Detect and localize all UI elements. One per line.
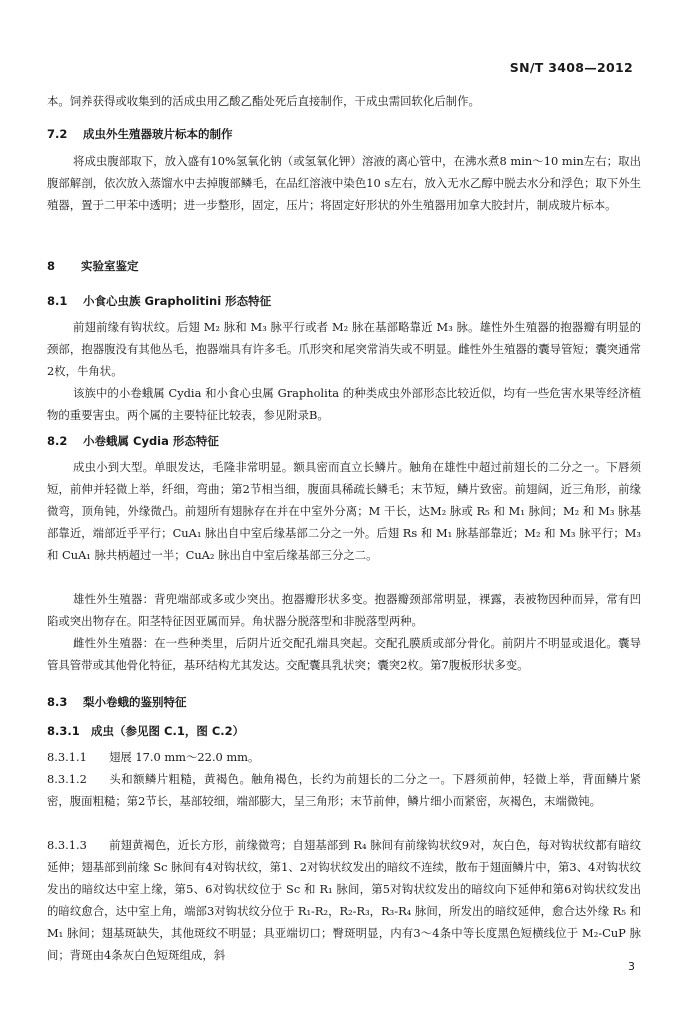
section-title: 实验室鉴定 [81,259,139,273]
clause-text: 翅展 17.0 mm～22.0 mm。 [109,750,260,764]
clause-number: 8.3.1.3 [47,838,87,852]
section-title: 小食心虫族 Grapholitini 形态特征 [83,294,272,308]
section-title: 梨小卷蛾的鉴别特征 [83,695,187,709]
section-8-heading [47,257,139,275]
section-title: 小卷蛾属 Cydia 形态特征 [83,434,219,448]
clause-number: 8.3.1.2 [47,772,87,786]
section-8-2-heading [47,432,219,450]
section-8-3-heading [47,693,187,711]
section-8-2-paragraph-3: 雌性外生殖器：在一些种类里，后阴片近交配孔端具突起。交配孔膜质或部分骨化。前阴片不明显或退化。囊导管具管带或其他骨化特征，基环结构尤其发达。交配囊具乳状突；囊突2枚。第7腹板形状多变。 [47,636,641,672]
clause-text: 头和额鳞片粗糙，黄褐色。触角褐色，长约为前翅长的二分之一。下唇须前伸，轻微上举，背面鳞片紧密，腹面粗糙；第2节长，基部较细，端部膨大，呈三角形；末节前伸，鳞片细小而紧密，灰褐色，末端微钝。 [47,772,641,808]
section-8-3-1-1 [47,746,641,768]
section-number: 7.2 [47,127,68,141]
section-8-1-heading [47,292,271,310]
section-number: 8.3 [47,695,68,709]
section-number: 8 [47,259,56,273]
section-number: 8.3.1 [47,724,80,738]
section-title: 成虫外生殖器玻片标本的制作 [83,127,233,141]
section-8-3-1-2 [47,768,641,812]
intro-fragment: 本。饲养获得或收集到的活成虫用乙酸乙酯处死后直接制作，干成虫需回软化后制作。 [47,94,480,108]
clause-number: 8.3.1.1 [47,750,87,764]
section-title: 成虫（参见图 C.1，图 C.2） [91,724,245,738]
section-8-2-paragraph-1: 成虫小到大型。单眼发达，毛隆非常明显。额具密而直立长鳞片。触角在雄性中超过前翅长的二分之一。下唇须短，前伸并轻微上举，纤细，弯曲；第2节相当细，腹面具稀疏长鳞毛；末节短，鳞片致密。前翅阔，近三角形，前缘微弯，顶角钝，外缘微凸。前翅所有翅脉存在并在中室外分离；M 干长，达M₂ 脉或 R₅ 和 M₁ 脉间；M₂ 和 M₃ 脉基部靠近，端部近乎平行；CuA₁ 脉出自中室后缘基部二分之一外。后翅 Rs 和 M₁ 脉基部靠近；M₂ 和 M₃ 脉平行；M₃ 和 CuA₁ 脉共柄超过一半；CuA₂ 脉出自中室后缘基部三分之二。 [47,460,641,562]
clause-text: 前翅黄褐色，近长方形，前缘微弯；自翅基部到 R₄ 脉间有前缘钩状纹9对，灰白色，每对钩状纹都有暗纹延伸；翅基部到前缘 Sc 脉间有4对钩状纹，第1、2对钩状纹发出的暗纹不连续，散布于翅面鳞片中，第3、4对钩状纹发出的暗纹达中室上缘，第5、6对钩状纹位于 Sc 和 R₁ 脉间，第5对钩状纹发出的暗纹向下延伸和第6对钩状纹发出的暗纹愈合，达中室上角，端部3对钩状纹分位于 R₁-R₂，R₂-R₃，R₃-R₄ 脉间，所发出的暗纹延伸，愈合达外缘 R₅ 和 M₁ 脉间；翅基斑缺失，其他斑纹不明显；具亚端切口；臀斑明显，内有3～4条中等长度黑色短横线位于 M₂-CuP 脉间；背斑由4条灰白色短斑组成，斜 [47,838,641,962]
section-8-1-paragraph-2: 该族中的小卷蛾属 Cydia 和小食心虫属 Grapholita 的种类成虫外部形态比较近似，均有一些危害水果等经济植物的重要害虫。两个属的主要特征比较表，参见附录B。 [47,386,641,422]
section-7-2-heading [47,125,233,143]
section-8-2-paragraph-2: 雄性外生殖器：背兜端部或多或少突出。抱器瓣形状多变。抱器瓣颈部常明显，裸露，表被物因种而异，常有凹陷或突出物存在。阳茎特征因亚属而异。角状器分脱落型和非脱落型两种。 [47,592,641,628]
section-number: 8.1 [47,294,68,308]
page-number: 3 [628,960,635,973]
section-8-3-1-3 [47,834,641,966]
standard-code: SN/T 3408—2012 [509,60,633,75]
section-8-1-paragraph-1: 前翅前缘有钩状纹。后翅 M₂ 脉和 M₃ 脉平行或者 M₂ 脉在基部略靠近 M₃ 脉。雄性外生殖器的抱器瓣有明显的颈部，抱器腹没有其他丛毛，抱器端具有许多毛。爪形突和尾突常消失或不明显。雌性外生殖器的囊导管短；囊突通常2枚，牛角状。 [47,320,641,378]
section-7-2-paragraph: 将成虫腹部取下，放入盛有10%氢氧化钠（或氢氧化钾）溶液的离心管中，在沸水煮8 min～10 min左右；取出腹部解剖，依次放入蒸馏水中去掉腹部鳞毛，在品红溶液中染色10 s左右，放入无水乙醇中脱去水分和浮色；取下外生殖器，置于二甲苯中透明；进一步整形，固定，压片；将固定好形状的外生殖器用加拿大胶封片，制成玻片标本。 [47,154,641,212]
section-number: 8.2 [47,434,68,448]
section-8-3-1-heading [47,722,244,740]
